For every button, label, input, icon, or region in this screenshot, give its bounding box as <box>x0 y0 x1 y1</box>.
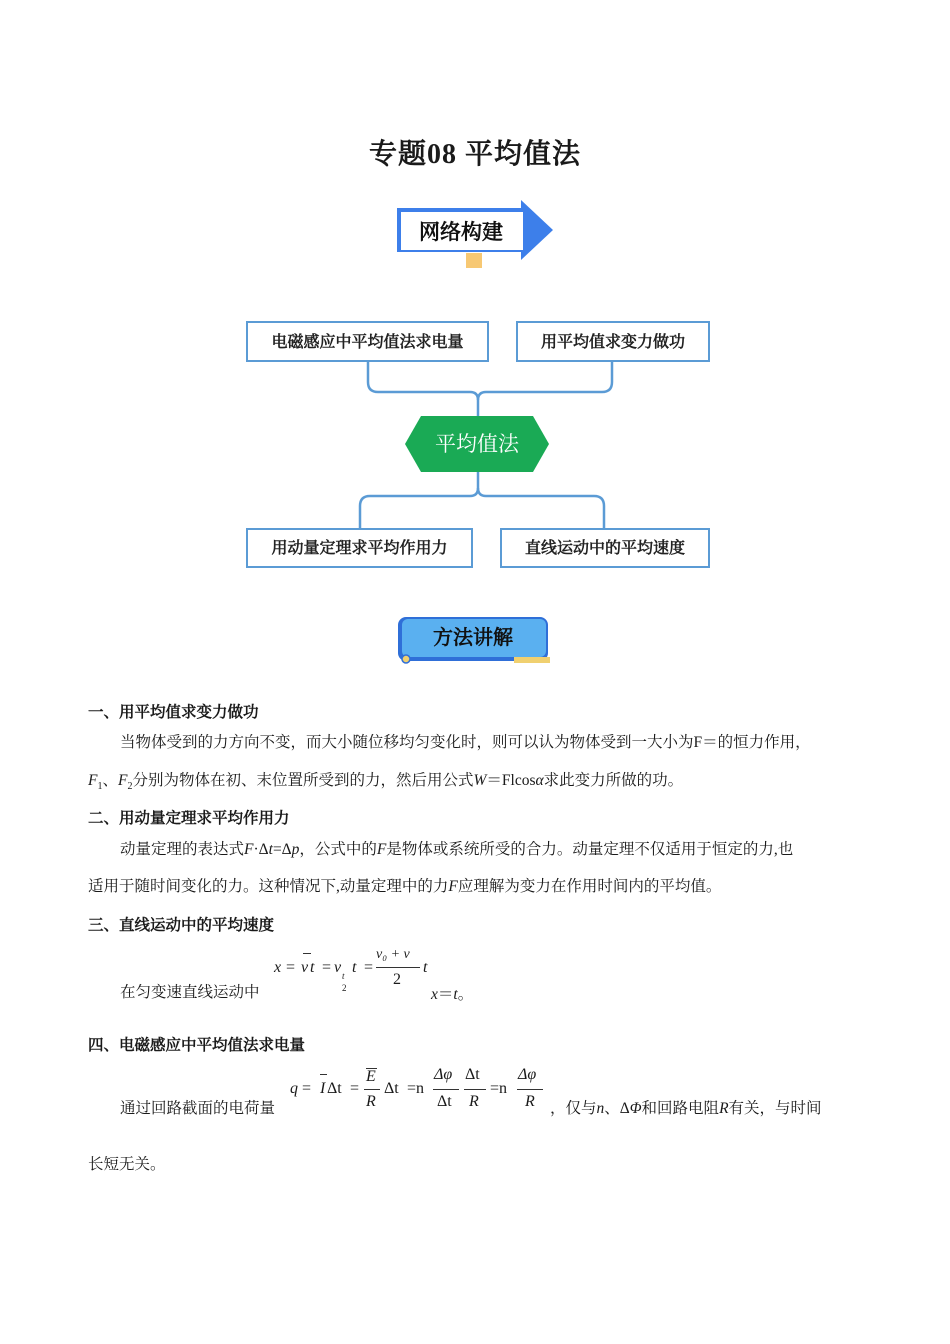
subscript-t: t <box>342 971 345 981</box>
r-symbol: R <box>469 1093 479 1110</box>
v-symbol: v <box>334 959 342 976</box>
v-bar-symbol: v <box>301 959 309 976</box>
section-2-heading: 二、用动量定理求平均作用力 <box>88 809 290 827</box>
section-1-line-1: 当物体受到的力方向不变，而大小随位移均匀变化时，则可以认为物体受到一大小为F＝的恒力作用， <box>120 734 811 751</box>
charge-formula <box>288 1062 550 1118</box>
delta-t: Δt <box>437 1093 452 1110</box>
section-1-line-2 <box>88 771 683 797</box>
f-symbol: F <box>376 841 387 858</box>
fraction-bar <box>517 1089 543 1090</box>
t-symbol: t <box>453 986 458 1003</box>
delta-phi: Δφ <box>434 1066 453 1083</box>
text: 分别为物体在初、末位置所受到的力，然后用公式 <box>132 772 474 789</box>
r-symbol: R <box>366 1093 376 1110</box>
text: 应理解为变力在作用时间内的平均值。 <box>457 878 722 895</box>
delta-t: Δt <box>327 1080 342 1097</box>
f-symbol: F <box>244 841 254 858</box>
equals: = <box>286 959 296 976</box>
delta-t: Δt <box>384 1080 399 1097</box>
t-symbol: t <box>268 841 273 858</box>
text: 动量定理的表达式 <box>120 841 245 858</box>
i-bar-symbol: I <box>320 1080 326 1097</box>
delta-t: Δt <box>465 1066 480 1083</box>
x-symbol: x <box>431 986 438 1003</box>
text: =Δ <box>272 841 292 858</box>
text: 求此变力所做的功。 <box>543 772 684 789</box>
mindmap-node-top-right: 用平均值求变力做功 <box>516 321 710 362</box>
f1-symbol: F <box>88 772 98 789</box>
p-symbol: p <box>291 841 300 858</box>
fraction-bar <box>464 1089 486 1090</box>
equals: = <box>350 1080 360 1097</box>
section-1-heading: 一、用平均值求变力做功 <box>88 703 259 721</box>
period: 。 <box>457 986 474 1003</box>
text: 、Δ <box>604 1100 630 1117</box>
delta-phi: Δφ <box>518 1066 537 1083</box>
mindmap-node-bottom-right: 直线运动中的平均速度 <box>500 528 710 568</box>
equals: = <box>364 959 374 976</box>
fraction-numerator: v₀ + v <box>376 947 410 962</box>
section-4-text: 通过回路截面的电荷量 <box>120 1100 276 1117</box>
fraction-denominator: 2 <box>393 971 401 988</box>
equals: ＝ <box>437 986 454 1003</box>
n-symbol: n <box>596 1100 605 1117</box>
w-symbol: W <box>473 772 487 789</box>
equals-n: =n <box>490 1080 508 1097</box>
equals-n: =n <box>407 1080 425 1097</box>
x-symbol: x <box>274 959 282 976</box>
velocity-formula <box>270 945 440 995</box>
fraction-bar <box>376 967 420 968</box>
overbar <box>320 1074 327 1075</box>
f2-subscript: 2 <box>127 781 133 793</box>
text: 适用于随时间变化的力。这种情况下,动量定理中的力 <box>88 878 449 895</box>
mindmap-center-label: 平均值法 <box>435 432 519 456</box>
alpha-symbol: α <box>535 772 544 789</box>
f-symbol: F <box>448 878 458 895</box>
section-2-line-1 <box>120 840 793 860</box>
mindmap-node-bottom-left: 用动量定理求平均作用力 <box>246 528 473 568</box>
t-symbol: t <box>310 959 315 976</box>
section-4-tail <box>550 1099 822 1119</box>
text: ＝Flcos <box>486 772 536 789</box>
mindmap-node-top-left: 电磁感应中平均值法求电量 <box>246 321 489 362</box>
text: ，仅与 <box>550 1100 597 1117</box>
section-3-heading: 三、直线运动中的平均速度 <box>88 916 275 934</box>
equals: = <box>302 1080 312 1097</box>
section-4-line-2: 长短无关。 <box>88 1156 166 1173</box>
text: 是物体或系统所受的合力。动量定理不仅适用于恒定的力,也 <box>386 841 794 858</box>
section-4-heading: 四、电磁感应中平均值法求电量 <box>88 1036 306 1054</box>
e-bar-symbol: E <box>366 1068 376 1085</box>
section-3-tail <box>431 985 473 1005</box>
t-symbol: t <box>423 959 428 976</box>
r-symbol: R <box>525 1093 535 1110</box>
equals: = <box>322 959 332 976</box>
text: ，公式中的 <box>299 841 377 858</box>
section-3-text: 在匀变速直线运动中 <box>120 984 260 1001</box>
text: 有关，与时间 <box>728 1100 822 1117</box>
separator: 、 <box>102 772 118 789</box>
text: 和回路电阻 <box>641 1100 720 1117</box>
q-symbol: q <box>290 1080 298 1097</box>
text: ·Δ <box>253 841 269 858</box>
subscript-2: 2 <box>342 983 347 993</box>
t-symbol: t <box>352 959 357 976</box>
page-title: 专题08 平均值法 <box>368 139 581 170</box>
phi-symbol: Φ <box>629 1100 642 1117</box>
fraction-bar <box>364 1089 380 1090</box>
overbar <box>303 953 311 954</box>
method-banner-label: 方法讲解 <box>433 625 513 649</box>
f1-subscript: 1 <box>97 781 103 793</box>
network-banner-label: 网络构建 <box>419 220 503 244</box>
section-2-line-2 <box>88 877 721 897</box>
f2-symbol: F <box>117 772 128 789</box>
r-symbol: R <box>719 1100 729 1117</box>
fraction-bar <box>433 1089 459 1090</box>
